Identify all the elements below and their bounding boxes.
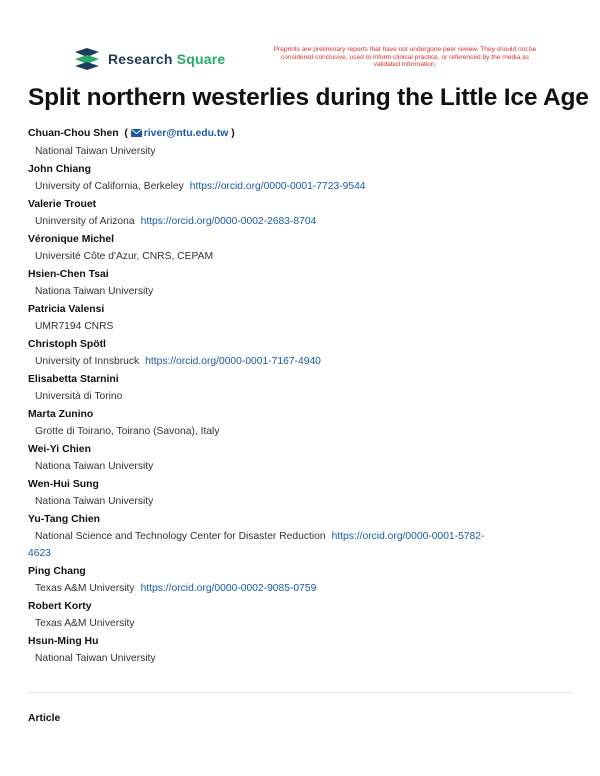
author-name: Elisabetta Starnini <box>28 374 119 385</box>
author-name: Ping Chang <box>28 566 86 577</box>
author-name: Wen-Hui Sung <box>28 479 99 490</box>
author-entry <box>28 232 578 265</box>
author-name: Hsien-Chen Tsai <box>28 269 109 280</box>
orcid-link[interactable]: https://orcid.org/0000-0002-9085-0759 <box>140 583 317 594</box>
paper-title: Split northern westerlies during the Little Ice Age <box>28 84 589 111</box>
logo-wordmark: Research Square <box>108 51 226 67</box>
author-list <box>28 126 578 669</box>
author-affiliation: National Science and Technology Center for Disaster Reduction https://orcid.org/0000-0001-5782- 4623 <box>28 528 578 562</box>
author-email-link[interactable]: river@ntu.edu.tw <box>143 128 229 139</box>
author-name: Véronique Michel <box>28 234 115 245</box>
author-entry <box>28 126 578 160</box>
author-entry <box>28 162 578 195</box>
author-entry <box>28 634 578 667</box>
author-name: Chuan-Chou Shen ( river@ntu.edu.tw ) <box>28 126 578 143</box>
author-entry <box>28 442 578 475</box>
author-entry <box>28 267 578 300</box>
author-name: Yu-Tang Chien <box>28 514 100 525</box>
author-entry <box>28 599 578 632</box>
author-name: Robert Korty <box>28 601 92 612</box>
author-name: Wei-Yi Chien <box>28 444 91 455</box>
author-affiliation: Université Côte d'Azur, CNRS, CEPAM <box>35 251 214 262</box>
author-entry <box>28 197 578 230</box>
author-affiliation: National Taiwan University <box>35 653 156 664</box>
author-affiliation: Università di Torino <box>35 391 123 402</box>
author-affiliation: University of California, Berkeley https://orcid.org/0000-0001-7723-9544 <box>35 181 366 192</box>
author-name: Christoph Spötl <box>28 339 106 350</box>
author-entry <box>28 302 578 335</box>
author-affiliation: Grotte di Toirano, Toirano (Savona), Italy <box>35 426 220 437</box>
research-square-logo[interactable] <box>74 48 225 70</box>
author-entry <box>28 372 578 405</box>
author-affiliation: Texas A&M University <box>35 618 135 629</box>
orcid-link[interactable]: https://orcid.org/0000-0002-2683-8704 <box>140 216 317 227</box>
author-name: Hsun-Ming Hu <box>28 636 99 647</box>
author-name: Patricia Valensi <box>28 304 105 315</box>
author-affiliation: Nationa Taiwan University <box>35 461 154 472</box>
author-affiliation: Nationa Taiwan University <box>35 496 154 507</box>
mail-icon <box>131 127 142 143</box>
author-name: Marta Zunino <box>28 409 94 420</box>
orcid-link[interactable]: https://orcid.org/0000-0001-7167-4940 <box>145 356 321 367</box>
author-affiliation: National Taiwan University <box>35 146 156 157</box>
author-entry <box>28 337 578 370</box>
author-name: John Chiang <box>28 164 91 175</box>
preprint-disclaimer: Preprints are preliminary reports that have not undergone peer review. They should not be considered conclusive, used to inform clinical practice, or referenced by the media as validated information. <box>273 46 537 69</box>
orcid-link[interactable]: https://orcid.org/0000-0001-5782- 4623 <box>28 531 485 559</box>
author-entry <box>28 477 578 510</box>
author-entry <box>28 564 578 597</box>
author-name: Valerie Trouet <box>28 199 97 210</box>
author-affiliation: Uninversity of Arizona https://orcid.org/0000-0002-2683-8704 <box>35 216 317 227</box>
author-affiliation: Texas A&M University https://orcid.org/0000-0002-9085-0759 <box>35 583 317 594</box>
article-type-label: Article <box>28 713 61 724</box>
author-affiliation: UMR7194 CNRS <box>35 321 114 332</box>
author-entry <box>28 407 578 440</box>
author-affiliation: Nationa Taiwan University <box>35 286 154 297</box>
section-divider <box>28 692 572 693</box>
author-affiliation: University of Innsbruck https://orcid.org/0000-0001-7167-4940 <box>35 356 321 367</box>
author-entry <box>28 512 578 562</box>
orcid-link[interactable]: https://orcid.org/0000-0001-7723-9544 <box>189 181 366 192</box>
research-square-logo-icon <box>74 48 100 70</box>
